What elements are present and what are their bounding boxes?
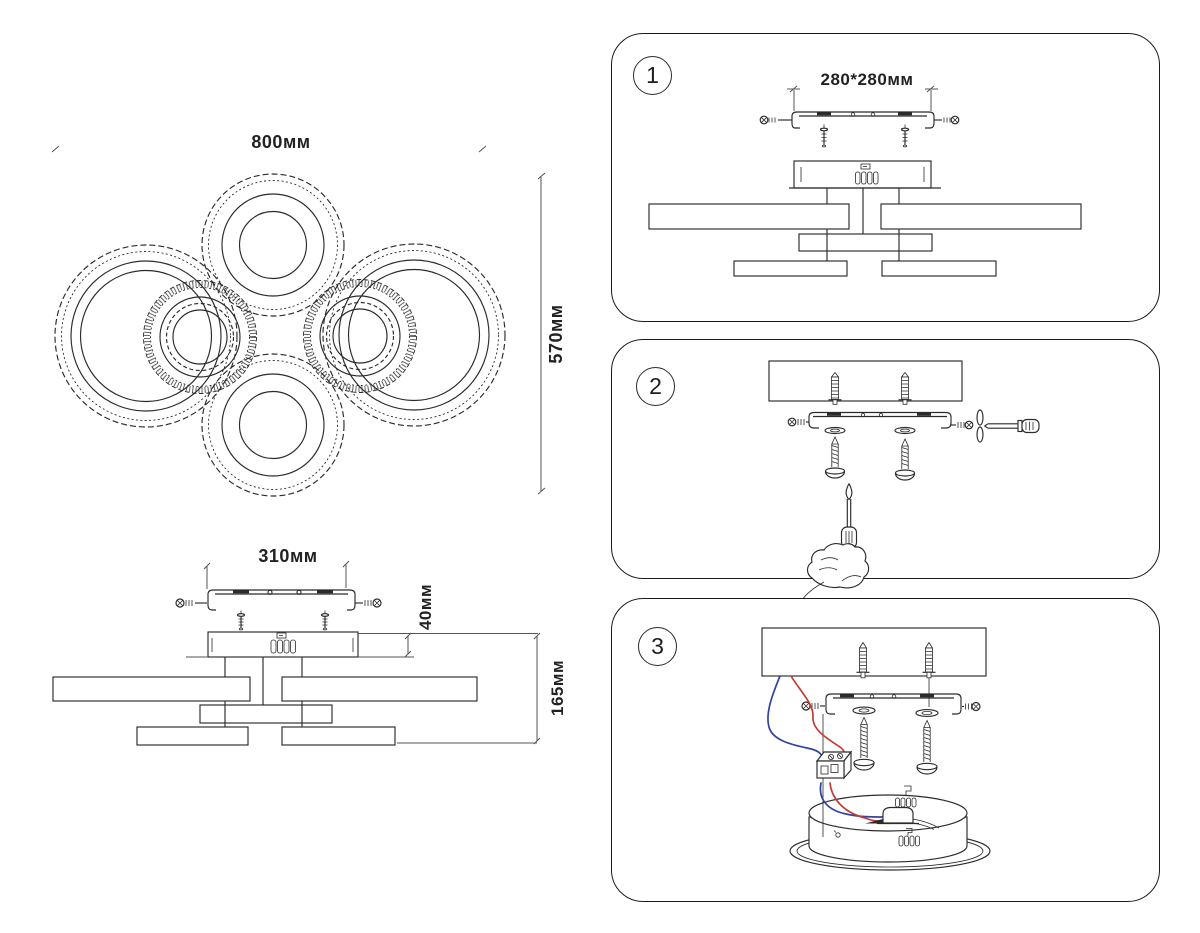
side-screw-left	[788, 418, 809, 426]
side-screw-right	[934, 116, 959, 124]
wall-anchors	[829, 373, 912, 405]
side-screw-right	[962, 703, 980, 711]
stems	[225, 657, 302, 727]
plate-dimension	[787, 70, 938, 111]
side-width-label: 310мм	[258, 546, 318, 566]
canopy-height-label: 40мм	[416, 583, 435, 631]
side-view-drawing	[30, 540, 590, 770]
hanging-screws	[821, 125, 909, 147]
total-height-label: 165мм	[548, 659, 567, 717]
height-dimension-label: 570мм	[546, 304, 566, 364]
mounting-screws	[853, 707, 938, 774]
step3-drawing	[612, 599, 1159, 901]
step1-panel	[611, 33, 1160, 322]
side-screw-right	[951, 421, 973, 429]
ring-left	[55, 245, 237, 427]
step3-panel	[611, 598, 1160, 902]
ceiling-slab	[769, 361, 962, 401]
ring-right	[323, 244, 505, 426]
ceiling-slab	[762, 628, 986, 676]
stems	[827, 188, 899, 261]
hanging-screws	[238, 611, 329, 630]
mounting-bracket	[826, 694, 961, 714]
light-bars	[53, 677, 477, 745]
screwdriver-horizontal	[985, 420, 1040, 433]
step2-drawing	[612, 340, 1159, 600]
ring-top	[202, 174, 344, 316]
mounting-bracket	[792, 112, 934, 128]
top-view-drawing	[30, 120, 590, 520]
hand-with-screwdriver	[802, 484, 869, 601]
side-screw-left	[802, 702, 825, 710]
canopy-base	[790, 795, 990, 870]
step2-panel	[611, 339, 1160, 579]
wing-nut	[977, 410, 983, 442]
step1-drawing	[612, 34, 1159, 321]
side-screw-left	[176, 599, 207, 607]
width-dimension	[52, 132, 486, 152]
ring-middle-left	[144, 281, 257, 394]
light-bars	[649, 204, 1081, 276]
width-dimension	[204, 546, 349, 589]
terminal-block	[817, 752, 851, 778]
ring-middle-right	[304, 280, 417, 393]
plate-dimension-label: 280*280мм	[820, 70, 914, 89]
step3-number-badge: 3	[638, 627, 677, 666]
step1-number-badge: 1	[633, 56, 672, 95]
mounting-screws	[825, 428, 915, 481]
canopy	[208, 632, 358, 657]
total-height-dimension	[397, 633, 567, 744]
width-dimension-label: 800мм	[251, 132, 311, 152]
ring-bottom	[202, 354, 344, 496]
side-screw-right	[355, 599, 381, 607]
mounting-bracket	[809, 413, 951, 429]
height-dimension	[538, 173, 566, 494]
step2-number-badge: 2	[636, 367, 675, 406]
canopy	[789, 161, 941, 188]
side-screw-left	[760, 116, 792, 124]
mounting-bracket	[208, 590, 355, 610]
